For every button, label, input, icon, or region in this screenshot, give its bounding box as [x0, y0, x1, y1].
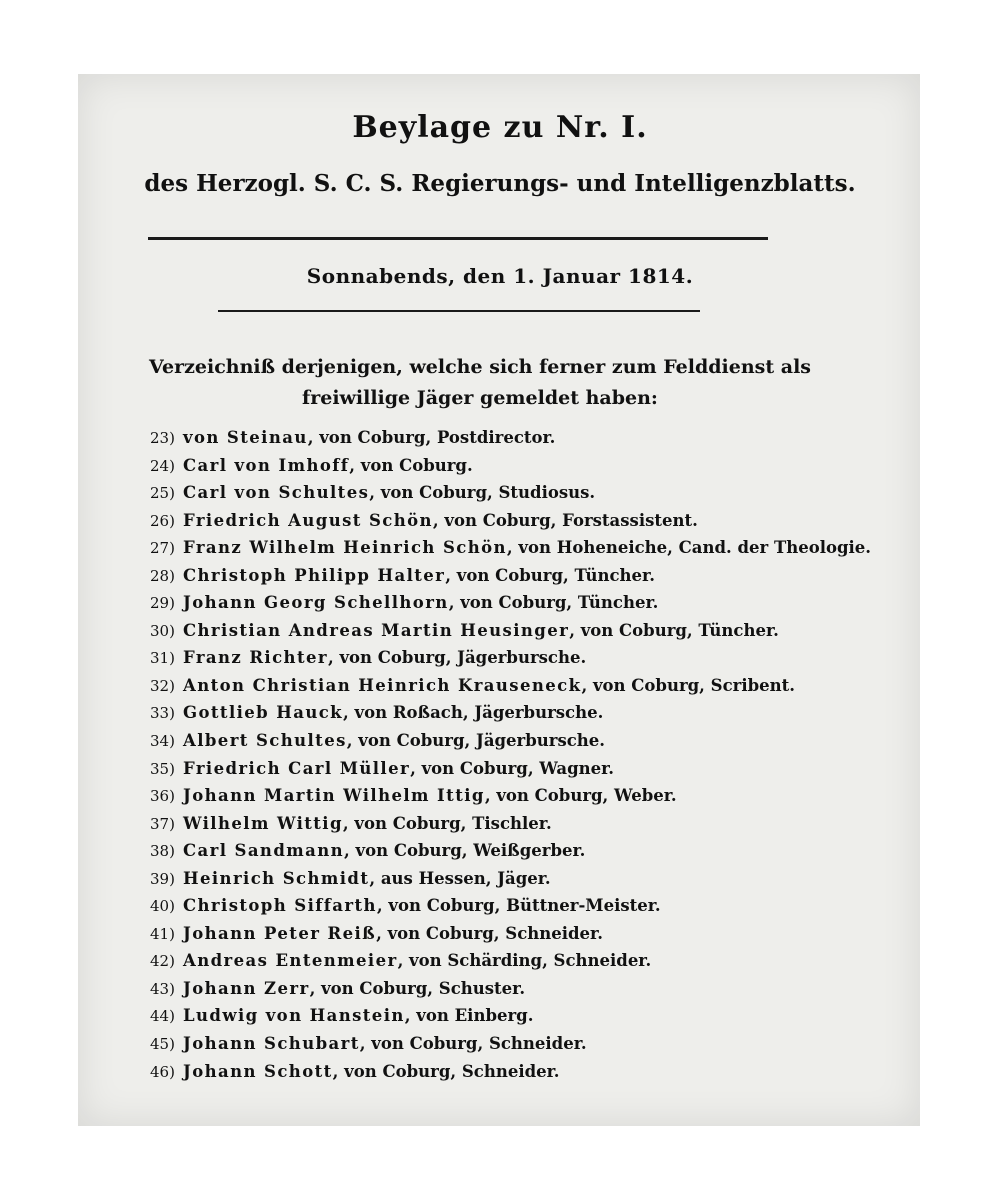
list-item [150, 1058, 870, 1086]
entry-number: 28) [150, 566, 175, 585]
page-title: Beylage zu Nr. I. [352, 110, 648, 145]
entry-name: Friedrich August Schön [183, 510, 433, 530]
list-item [150, 589, 870, 617]
list-item [150, 865, 870, 893]
divider-bottom [218, 310, 700, 312]
entry-number: 46) [150, 1062, 175, 1081]
list-item [150, 452, 870, 480]
entry-details: , von Coburg, Forstassistent. [432, 510, 698, 530]
entry-number: 30) [150, 621, 175, 640]
list-item [150, 727, 870, 755]
list-item [150, 947, 870, 975]
entry-name: Johann Martin Wilhelm Ittig [183, 786, 485, 806]
entry-number: 27) [150, 539, 175, 558]
entry-details: , aus Hessen, Jäger. [369, 868, 551, 888]
entry-details: , von Coburg, Wagner. [410, 758, 615, 778]
entry-number: 38) [150, 842, 175, 861]
entry-name: Carl von Schultes [183, 483, 370, 503]
entry-details: , von Coburg, Weißgerber. [344, 841, 586, 861]
entry-details: , von Coburg, Tüncher. [445, 565, 655, 585]
entry-details: , von Coburg, Tischler. [342, 813, 552, 833]
date-line: Sonnabends, den 1. Januar 1814. [306, 264, 694, 288]
list-item [150, 562, 870, 590]
list-item [150, 810, 870, 838]
entry-details: , von Coburg, Schneider. [359, 1034, 587, 1054]
list-item [150, 699, 870, 727]
volunteer-list [150, 424, 870, 1085]
entry-number: 33) [150, 704, 175, 723]
list-item [150, 975, 870, 1003]
entry-name: Carl von Imhoff [183, 455, 350, 475]
entry-details: , von Roßach, Jägerbursche. [343, 703, 604, 723]
entry-details: , von Coburg, Büttner-Meister. [376, 896, 661, 916]
entry-number: 31) [150, 649, 175, 668]
list-item [150, 1030, 870, 1058]
entry-name: Carl Sandmann [183, 841, 345, 861]
entry-name: Johann Zerr [183, 978, 310, 998]
entry-name: Heinrich Schmidt [183, 868, 370, 888]
divider-top [148, 237, 768, 240]
list-item [150, 534, 870, 562]
list-item [150, 424, 870, 452]
list-item [150, 672, 870, 700]
entry-number: 35) [150, 759, 175, 778]
entry-number: 32) [150, 676, 175, 695]
entry-details: , von Einberg. [404, 1006, 534, 1026]
entry-name: von Steinau [183, 428, 308, 447]
entry-name: Albert Schultes [183, 731, 347, 751]
list-heading: Verzeichniß derjenigen, welche sich ferner zum Felddienst als freiwillige Jäger gemeldet haben: [149, 356, 811, 409]
list-item [150, 617, 870, 645]
entry-name: Franz Wilhelm Heinrich Schön [183, 538, 507, 558]
entry-details: , von Hoheneiche, Cand. der Theologie. [506, 538, 872, 558]
entry-number: 36) [150, 787, 175, 806]
entry-name: Gottlieb Hauck [183, 703, 344, 723]
entry-number: 26) [150, 511, 175, 530]
list-item [150, 755, 870, 783]
list-item [150, 479, 870, 507]
list-item [150, 837, 870, 865]
entry-name: Anton Christian Heinrich Krauseneck [183, 675, 582, 695]
entry-number: 24) [150, 456, 175, 475]
entry-name: Christoph Siffarth [183, 896, 377, 916]
entry-name: Friedrich Carl Müller [183, 758, 411, 778]
entry-number: 45) [150, 1035, 175, 1054]
entry-number: 25) [150, 484, 175, 503]
entry-number: 41) [150, 924, 175, 943]
entry-details: , von Coburg, Weber. [484, 786, 677, 806]
entry-details: , von Coburg, Schuster. [309, 978, 526, 998]
entry-name: Johann Peter Reiß [183, 923, 377, 943]
page-subtitle: des Herzogl. S. C. S. Regierungs- und Intelligenzblatts. [144, 170, 856, 197]
entry-details: , von Schärding, Schneider. [397, 951, 652, 971]
entry-number: 42) [150, 952, 175, 971]
entry-details: , von Coburg, Tüncher. [569, 620, 779, 640]
entry-details: , von Coburg, Jägerbursche. [327, 648, 587, 668]
entry-details: , von Coburg, Tüncher. [448, 593, 659, 613]
entry-number: 37) [150, 814, 175, 833]
list-item [150, 892, 870, 920]
entry-number: 43) [150, 979, 175, 998]
list-item [150, 644, 870, 672]
entry-details: , von Coburg, Schneider. [332, 1061, 560, 1081]
entry-details: , von Coburg, Jägerbursche. [346, 731, 606, 751]
entry-details: , von Coburg. [349, 455, 473, 475]
entry-number: 23) [150, 429, 175, 447]
list-item [150, 782, 870, 810]
entry-details: , von Coburg, Postdirector. [307, 428, 556, 447]
entry-number: 39) [150, 869, 175, 888]
entry-details: , von Coburg, Schneider. [376, 923, 603, 943]
entry-number: 34) [150, 732, 175, 751]
list-item [150, 507, 870, 535]
entry-name: Ludwig von Hanstein [183, 1006, 405, 1026]
entry-name: Andreas Entenmeier [183, 951, 398, 971]
entry-number: 29) [150, 594, 175, 613]
entry-name: Franz Richter [183, 648, 328, 668]
entry-details: , von Coburg, Scribent. [581, 675, 795, 695]
entry-number: 44) [150, 1007, 175, 1026]
entry-name: Christian Andreas Martin Heusinger [183, 620, 570, 640]
entry-name: Johann Schubart [183, 1034, 360, 1054]
entry-name: Christoph Philipp Halter [183, 565, 446, 585]
entry-name: Johann Schott [183, 1061, 333, 1081]
entry-details: , von Coburg, Studiosus. [369, 483, 596, 503]
entry-name: Wilhelm Wittig [183, 813, 343, 833]
list-item [150, 1002, 870, 1030]
list-item [150, 920, 870, 948]
entry-name: Johann Georg Schellhorn [183, 593, 449, 613]
entry-number: 40) [150, 897, 175, 916]
